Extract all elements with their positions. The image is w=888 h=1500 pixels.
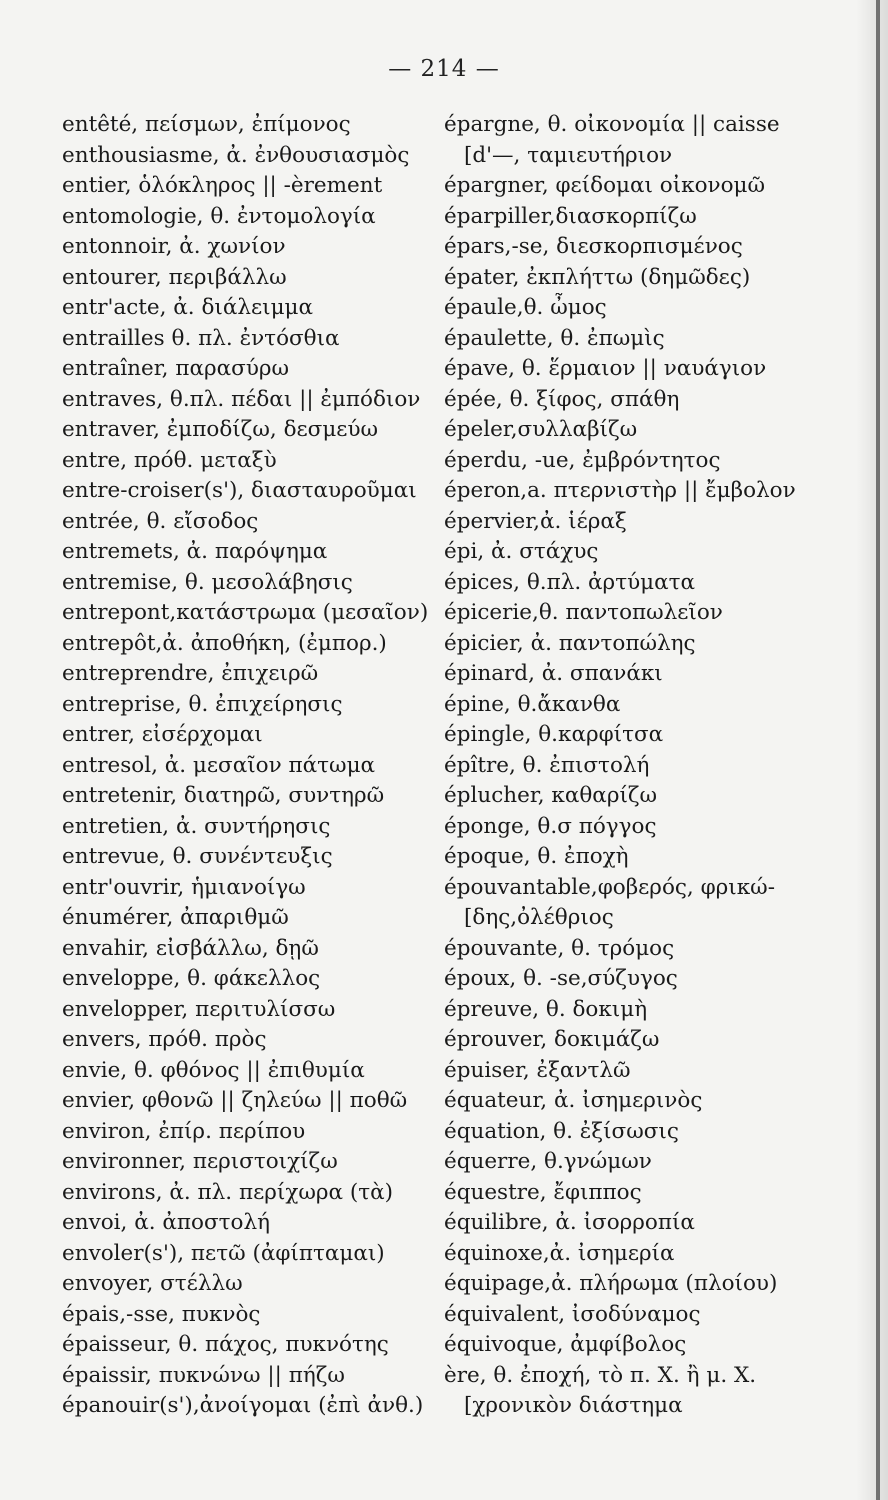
dictionary-entry: entretenir, διατηρῶ, συντηρῶ (62, 783, 385, 808)
dictionary-entry: entraîner, παρασύρω (62, 356, 290, 381)
dictionary-entry: enveloppe, θ. φάκελλος (62, 966, 321, 991)
dictionary-entry: entr'acte, ἀ. διάλειμμα (62, 295, 314, 320)
dictionary-entry: entrepont,κατάστρωμα (μεσαῖον) (62, 600, 429, 625)
dictionary-entry: épars,-se, διεσκορπισμένος (444, 234, 743, 259)
dictionary-entry: épaissir, πυκνώνω || πήζω (62, 1362, 345, 1388)
dictionary-entry: équateur, ἀ. ἰσημερινὸς (444, 1088, 703, 1113)
dictionary-entry: équilibre, ἀ. ἰσορροπία (444, 1210, 695, 1235)
right-column (444, 110, 864, 1422)
dictionary-entry: entonnoir, ἀ. χωνίον (62, 234, 286, 259)
left-column (62, 110, 432, 1422)
dictionary-entry: épaulette, θ. ἐπωμὶς (444, 325, 665, 351)
dictionary-entry: équinoxe,ἀ. ἰσημερία (444, 1240, 675, 1266)
dictionary-entry: époux, θ. -se,σύζυγος (444, 966, 678, 991)
dictionary-entry: équation, θ. ἐξίσωσις (444, 1118, 679, 1144)
dictionary-entry: épouvante, θ. τρόμος (444, 935, 675, 961)
dictionary-entry: épervier,ἀ. ἱέραξ (444, 508, 627, 534)
dictionary-entry: épater, ἐκπλήττω (δημῶδες) (444, 264, 751, 290)
dictionary-entry: entêté, πείσμων, ἐπίμονος (62, 112, 351, 137)
dictionary-entry: envelopper, περιτυλίσσω (62, 996, 336, 1022)
dictionary-entry: entrée, θ. εἴσοδος (62, 508, 259, 534)
page-number: — 214 — (388, 56, 500, 82)
dictionary-entry: épître, θ. ἐπιστολή (444, 752, 650, 778)
dictionary-entry: épais,-sse, πυκνὸς (62, 1301, 261, 1327)
dictionary-entry: entrer, εἰσέρχομαι (62, 722, 263, 747)
dictionary-entry: envoler(s'), πετῶ (ἀφίπταμαι) (62, 1240, 385, 1266)
dictionary-entry: épaisseur, θ. πάχος, πυκνότης (62, 1332, 389, 1357)
dictionary-entry: éponge, θ.σ πόγγος (444, 813, 657, 839)
dictionary-entry: entomologie, θ. ἐντομολογία (62, 203, 376, 229)
dictionary-entry: entraver, ἐμποδίζω, δεσμεύω (62, 417, 379, 442)
dictionary-entry: éperon,a. πτερνιστὴρ || ἔμβολον (444, 478, 796, 503)
dictionary-entry: épée, θ. ξίφος, σπάθη (444, 386, 680, 412)
dictionary-entry: envoyer, στέλλω (62, 1271, 243, 1296)
dictionary-entry: épanouir(s'),ἀνοίγομαι (ἐπὶ ἀνθ.) (62, 1393, 424, 1418)
dictionary-entry-continuation: [χρονικὸν διάστημα (464, 1393, 683, 1418)
dictionary-entry: épicier, ἀ. παντοπώλης (444, 630, 696, 656)
dictionary-entry: équipage,ἀ. πλήρωμα (πλοίου) (444, 1271, 778, 1296)
dictionary-entry: équivalent, ἰσοδύναμος (444, 1301, 701, 1327)
dictionary-entry: envie, θ. φθόνος || ἐπιθυμία (62, 1057, 365, 1083)
dictionary-entry: éplucher, καθαρίζω (444, 783, 658, 808)
dictionary-entry: équerre, θ.γνώμων (444, 1149, 652, 1174)
dictionary-entry: épreuve, θ. δοκιμὴ (444, 996, 648, 1022)
dictionary-entry: entresol, ἀ. μεσαῖον πάτωμα (62, 752, 376, 778)
dictionary-entry: entremets, ἀ. παρόψημα (62, 539, 328, 564)
dictionary-entry: environs, ἀ. πλ. περίχωρα (τὰ) (62, 1179, 394, 1205)
dictionary-entry: ère, θ. ἐποχή, τὸ π. Χ. ἢ μ. Χ. (444, 1362, 757, 1388)
dictionary-entry: entrevue, θ. συνέντευξις (62, 844, 333, 869)
dictionary-entry: envahir, εἰσβάλλω, δῃῶ (62, 935, 319, 961)
dictionary-entry: entremise, θ. μεσολάβησις (62, 569, 353, 595)
dictionary-entry: épargner, φείδομαι οἰκονομῶ (444, 173, 766, 198)
dictionary-entry: épices, θ.πλ. ἀρτύματα (444, 569, 696, 595)
dictionary-entry: épargne, θ. οἰκονομία || caisse (444, 112, 780, 137)
dictionary-entry: énumérer, ἀπαριθμῶ (62, 905, 289, 930)
dictionary-entry: entreprendre, ἐπιχειρῶ (62, 661, 319, 686)
dictionary-entry: entre-croiser(s'), διασταυροῦμαι (62, 478, 417, 503)
dictionary-entry: entretien, ἀ. συντήρησις (62, 813, 331, 839)
dictionary-entry: entourer, περιβάλλω (62, 264, 287, 290)
dictionary-entry: éparpiller,διασκορπίζω (444, 203, 697, 229)
dictionary-entry: entrailles θ. πλ. ἐντόσθια (62, 325, 340, 351)
dictionary-entry: équestre, ἔφιππος (444, 1179, 642, 1205)
dictionary-entry: envoi, ἀ. ἀποστολή (62, 1210, 271, 1235)
dictionary-entry: entreprise, θ. ἐπιχείρησις (62, 691, 343, 717)
dictionary-entry: épine, θ.ἄκανθα (444, 691, 621, 717)
dictionary-entry: entier, ὁλόκληρος || -èrement (62, 173, 383, 198)
page-edge-line (876, 0, 880, 1500)
dictionary-entry: épeler,συλλαβίζω (444, 417, 638, 442)
dictionary-entry-continuation: [d'—, ταμιευτήριον (464, 142, 673, 168)
dictionary-entry: entr'ouvrir, ἡμιανοίγω (62, 874, 306, 900)
dictionary-entry: épinard, ἀ. σπανάκι (444, 661, 663, 686)
dictionary-entry: épave, θ. ἕρμαιον || ναυάγιον (444, 356, 767, 381)
dictionary-entry: entre, πρόθ. μεταξὺ (62, 447, 277, 473)
dictionary-entry: époque, θ. ἐποχὴ (444, 844, 629, 869)
dictionary-entry: épaule,θ. ὦμος (444, 295, 607, 320)
dictionary-entry: épuiser, ἐξαντλῶ (444, 1057, 631, 1083)
dictionary-entry: éprouver, δοκιμάζω (444, 1027, 660, 1052)
dictionary-entry: envier, φθονῶ || ζηλεύω || ποθῶ (62, 1088, 408, 1113)
dictionary-entry: entrepôt,ἀ. ἀποθήκη, (ἐμπορ.) (62, 630, 387, 656)
dictionary-entry: environner, περιστοιχίζω (62, 1149, 338, 1174)
dictionary-entry: environ, ἐπίρ. περίπου (62, 1118, 306, 1144)
dictionary-entry: épouvantable,φοβερός, φρικώ- (444, 874, 775, 900)
dictionary-entry: équivoque, ἀμφίβολος (444, 1332, 687, 1357)
dictionary-entry: enthousiasme, ἀ. ἐνθουσιασμὸς (62, 142, 410, 168)
dictionary-entry: éperdu, -ue, ἐμβρόντητος (444, 447, 721, 473)
dictionary-entry-continuation: [δης,ὀλέθριος (464, 905, 614, 930)
dictionary-entry: épicerie,θ. παντοπωλεῖον (444, 600, 723, 625)
dictionary-entry: épingle, θ.καρφίτσα (444, 722, 664, 747)
dictionary-entry: envers, πρόθ. πρὸς (62, 1027, 267, 1052)
dictionary-entry: entraves, θ.πλ. πέδαι || ἐμπόδιον (62, 386, 421, 412)
dictionary-entry: épi, ἀ. στάχυς (444, 539, 599, 564)
